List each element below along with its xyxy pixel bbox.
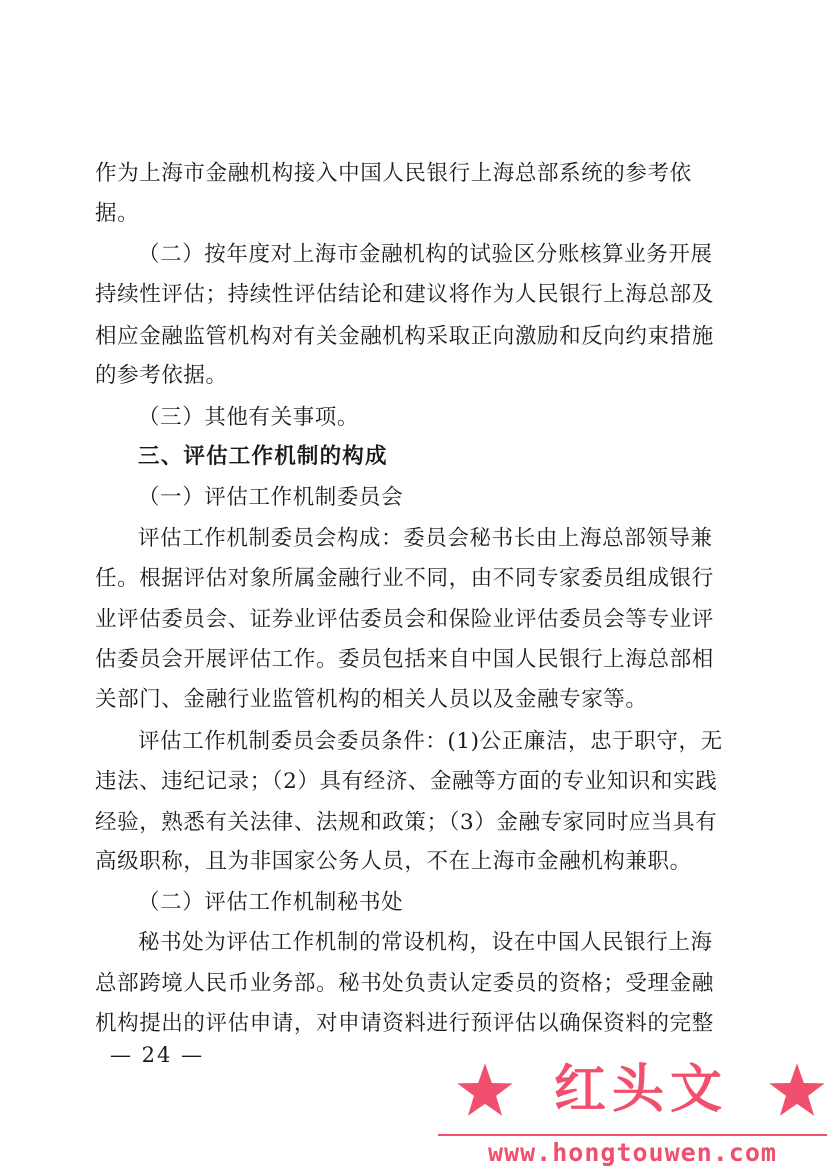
body-line-2: 据。 [95,201,140,226]
body-line-17: 经验，熟悉有关法律、法规和政策；（3）金融专家同时应当具有 [95,810,718,835]
body-line-14: 关部门、金融行业监管机构的相关人员以及金融专家等。 [95,687,648,712]
watermark-url: www.hongtouwen.com [488,1138,777,1167]
body-line-5: 相应金融监管机构对有关金融机构采取正向激励和反向约束措施 [95,324,714,349]
body-line-6: 的参考依据。 [95,363,228,388]
body-line-13: 估委员会开展评估工作。委员包括来自中国人民银行上海总部相 [95,647,714,672]
body-line-1: 作为上海市金融机构接入中国人民银行上海总部系统的参考依 [95,161,692,186]
body-line-18: 高级职称，且为非国家公务人员，不在上海市金融机构兼职。 [95,849,692,874]
star-icon [768,1061,826,1119]
star-icon [456,1061,514,1119]
body-line-11: 任。根据评估对象所属金融行业不同，由不同专家委员组成银行 [95,566,714,591]
body-line-7: （三）其他有关事项。 [138,405,360,430]
watermark-banner [456,1052,826,1128]
watermark-title: 红头文 [553,1059,728,1120]
body-line-3: （二）按年度对上海市金融机构的试验区分账核算业务开展 [138,242,713,267]
body-line-15: 评估工作机制委员会委员条件：(1)公正廉洁，忠于职守，无 [138,729,723,754]
body-line-4: 持续性评估；持续性评估结论和建议将作为人民银行上海总部及 [95,282,714,307]
watermark-divider [438,1134,827,1136]
watermark [438,1052,827,1170]
body-line-21: 总部跨境人民币业务部。秘书处负责认定委员的资格；受理金融 [95,971,714,996]
body-line-10: 评估工作机制委员会构成：委员会秘书长由上海总部领导兼 [138,526,713,551]
page-number: — 24 — [110,1043,205,1067]
body-line-16: 违法、违纪记录；（2）具有经济、金融等方面的专业知识和实践 [95,769,718,794]
body-line-12: 业评估委员会、证券业评估委员会和保险业评估委员会等专业评 [95,607,714,632]
subsection-heading-2: （二）评估工作机制秘书处 [138,890,404,915]
section-heading-3: 三、评估工作机制的构成 [138,444,388,469]
body-line-20: 秘书处为评估工作机制的常设机构，设在中国人民银行上海 [138,930,713,955]
subsection-heading-1: （一）评估工作机制委员会 [138,485,404,510]
body-line-22: 机构提出的评估申请，对申请资料进行预评估以确保资料的完整 [95,1011,714,1036]
